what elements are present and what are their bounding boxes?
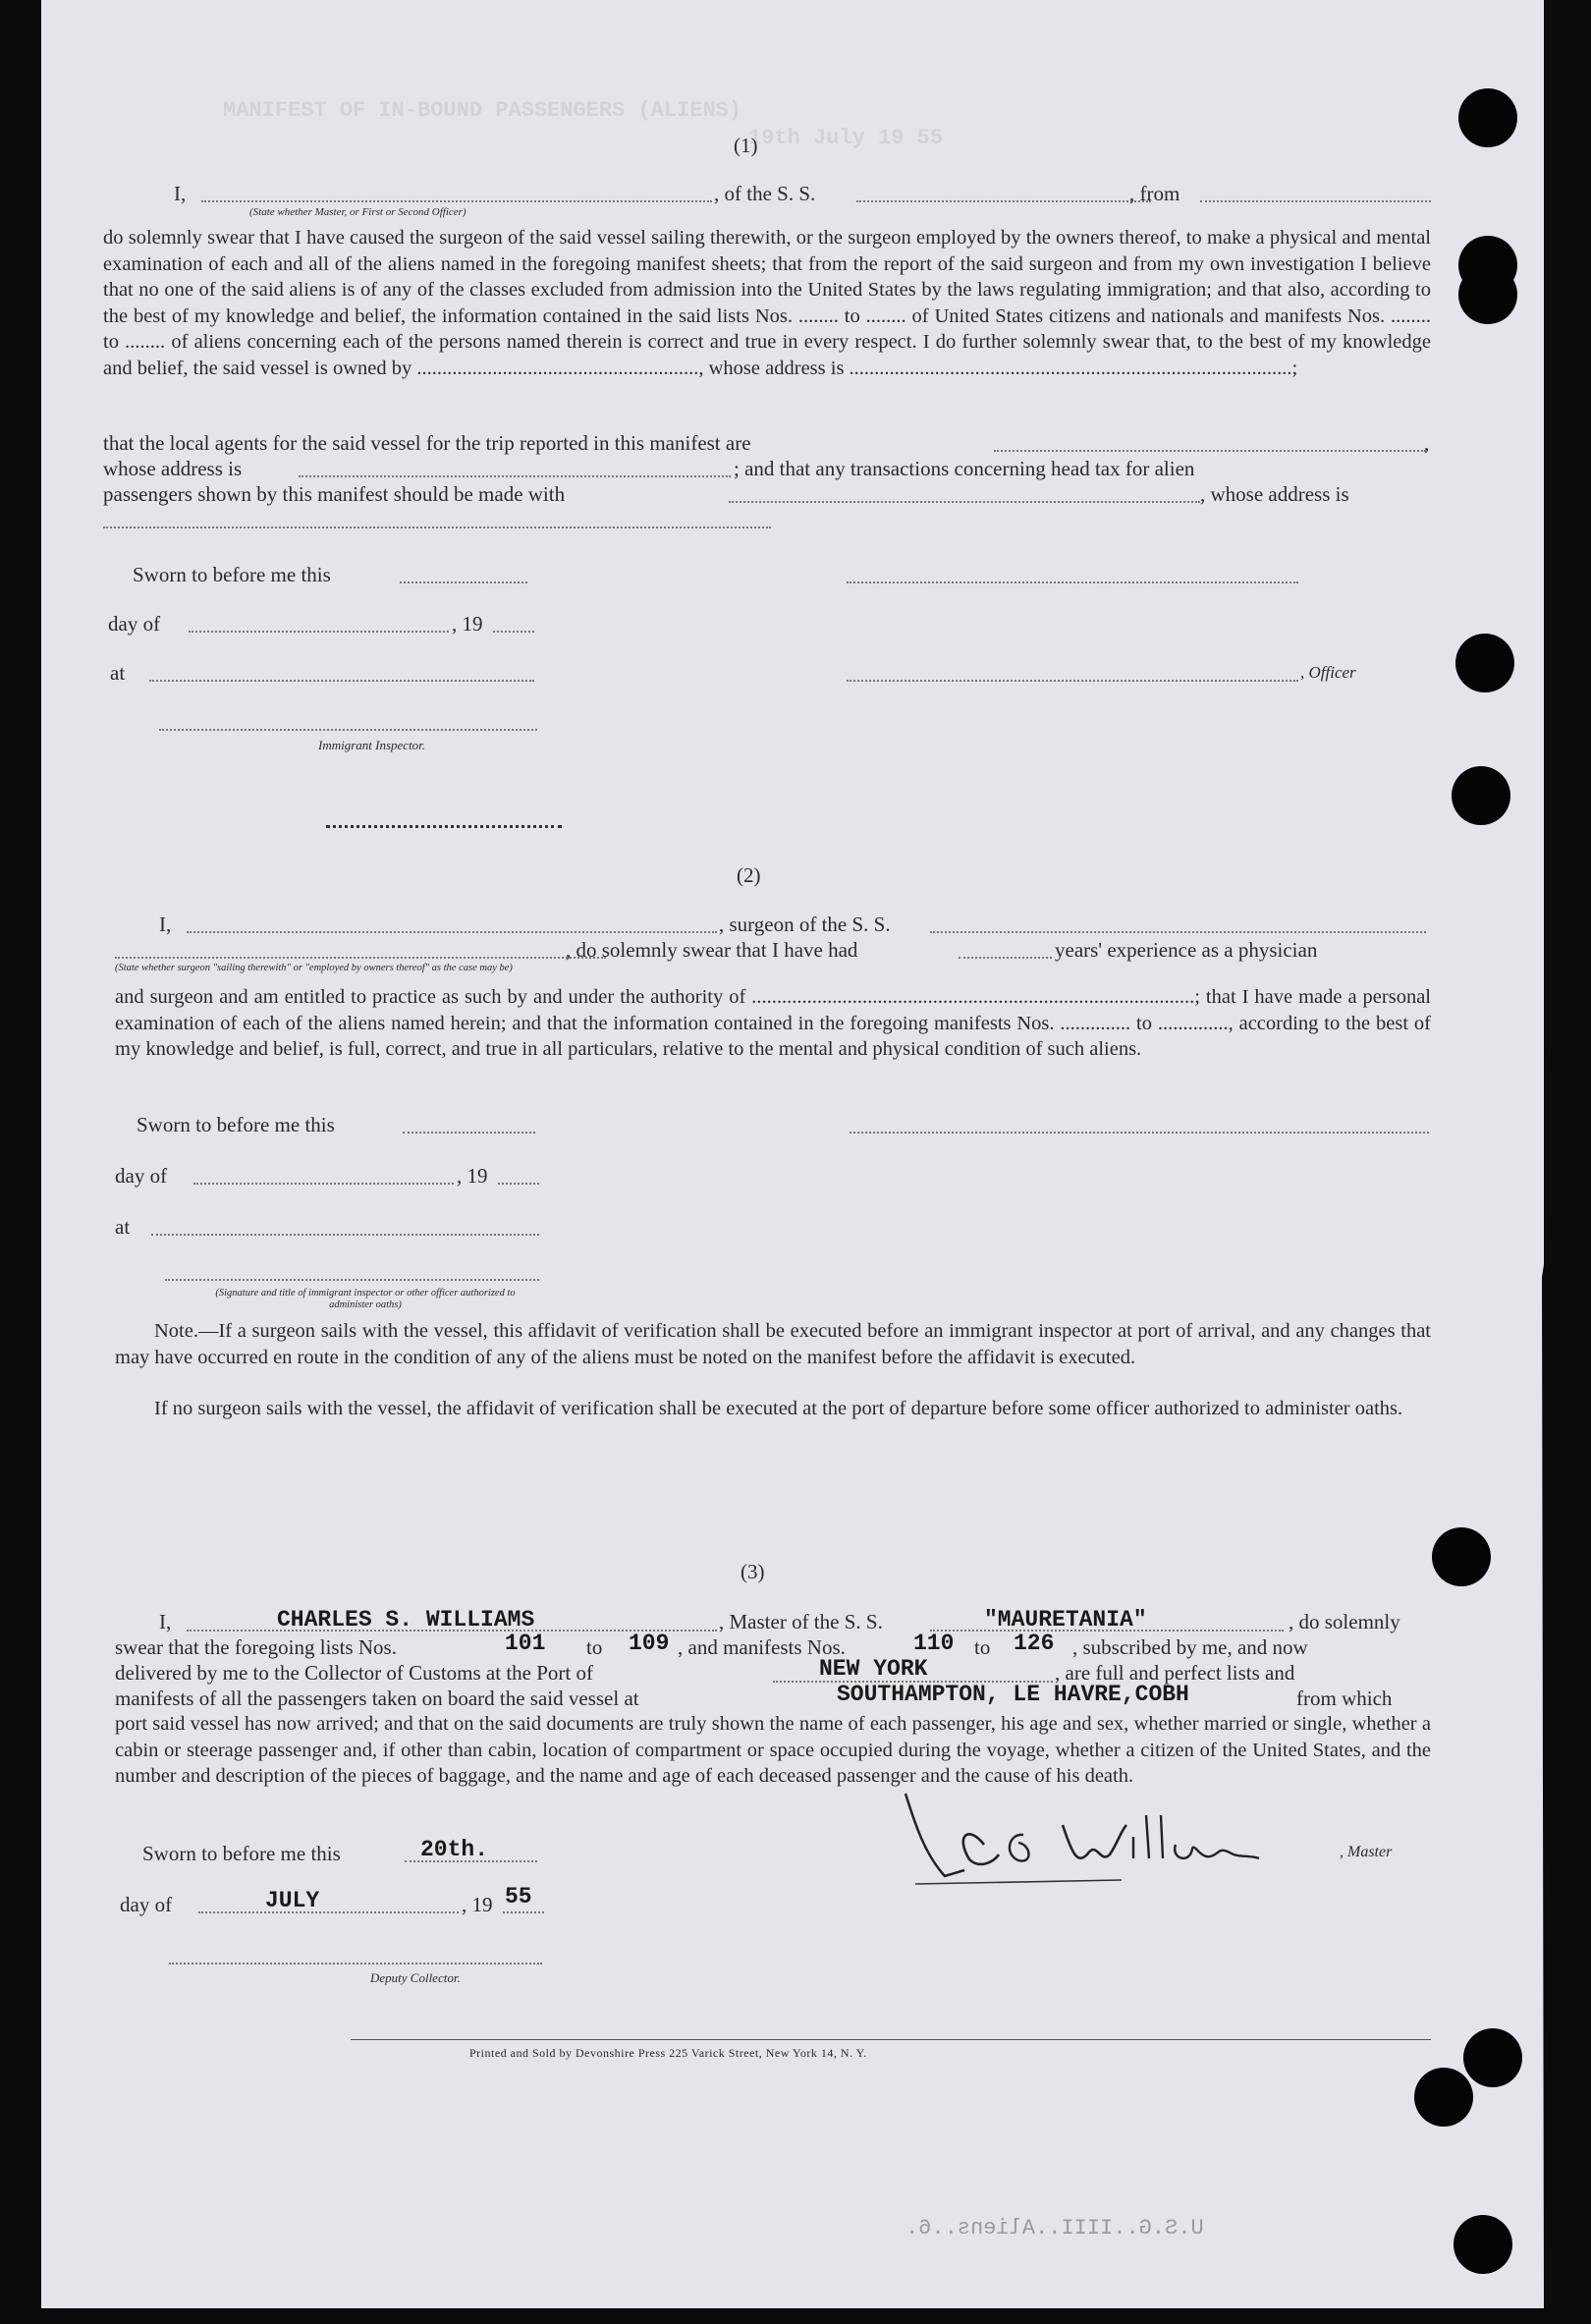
section2-number: (2) bbox=[737, 863, 761, 887]
s2-sworn-day-field bbox=[403, 1132, 535, 1134]
month-value: JULY bbox=[265, 1888, 320, 1913]
note-paragraph-1: Note.—If a surgeon sails with the vessel, this affidavit of verification shall be executed before an immigrant inspector at port of arrival, and any changes that may have occurred en route in the condition of any of the aliens must be noted on the manifest before the affidavit is executed. bbox=[115, 1320, 1431, 1368]
do-solemnly-label: , do solemnly bbox=[1289, 1610, 1400, 1633]
from-label: , from bbox=[1129, 182, 1180, 205]
ship-name-value: "MAURETANIA" bbox=[984, 1607, 1147, 1632]
s1-at-label: at bbox=[110, 661, 126, 685]
from-which-label: from which bbox=[1296, 1687, 1393, 1710]
note-paragraph-2: If no surgeon sails with the vessel, the affidavit of verification shall be executed at the port of departure before some officer authorized to administer oaths. bbox=[154, 1398, 1403, 1419]
section3-number: (3) bbox=[741, 1560, 765, 1583]
punch-hole bbox=[1414, 2068, 1473, 2127]
s1-at-field bbox=[149, 680, 534, 682]
section1-paragraph: do solemnly swear that I have caused the surgeon of the said vessel sailing therewith, or the surgeon employed by the owners thereof, to make a physical and mental examination of each and all of the aliens named in the foregoing manifest sheets; that from the report of the said surgeon and from my own investigation I believe that no one of the said aliens is of any of the classes excluded from admission into the United States by the laws regulating immigration; and that also, according to the best of my knowledge and belief, the information contained in the said lists Nos. ........ to ........ of United States citizens and nationals and manifests Nos. ........ to ........ of aliens concerning each of the persons named therein is correct and true in every respect. I do further solemnly swear that, to the best of my knowledge and belief, the said vessel is owned by ........................................................, whose address is ........................................................................................; bbox=[103, 227, 1431, 379]
head-tax-agent-field bbox=[729, 501, 1200, 503]
manifest-page bbox=[41, 0, 1544, 2308]
head-tax-text: ; and that any transactions concerning head tax for alien bbox=[734, 457, 1195, 480]
manifests-of-label: manifests of all the passengers taken on board the said vessel at bbox=[115, 1687, 639, 1710]
master-name-field bbox=[201, 200, 712, 202]
delivered-label: delivered by me to the Collector of Customs at the Port of bbox=[115, 1661, 593, 1685]
section3-paragraph: port said vessel has now arrived; and that on the said documents are truly shown the name of each passenger, his age and sex, whether married or single, whether a cabin or steerage passenger and, if other than cabin, location of compartment or space occupied during the voyage, whether a citizen of the United States, and the number and description of the pieces of baggage, and the name and age of each deceased passenger and the cause of his death. bbox=[115, 1713, 1431, 1787]
full-perfect-label: , are full and perfect lists and bbox=[1055, 1661, 1295, 1685]
of-the-ss-label: , of the S. S. bbox=[714, 182, 816, 205]
punch-hole bbox=[1463, 2028, 1522, 2087]
years-field bbox=[959, 957, 1052, 959]
punch-hole bbox=[1454, 2215, 1512, 2274]
section1-number: (1) bbox=[734, 134, 758, 157]
year-value: 55 bbox=[505, 1884, 532, 1909]
manifests-to-label: to bbox=[974, 1635, 991, 1659]
s2-inspector-sig-line bbox=[165, 1279, 539, 1281]
surgeon-ship-field bbox=[930, 931, 1426, 933]
section2-i-label: I, bbox=[159, 913, 172, 936]
section2-paragraph: and surgeon and am entitled to practice as such by and under the authority of ........................................................................................; that I have made a personal examination of each of the aliens named herein; and that the information contained in the foregoing manifests Nos. .............. to .............., according to the best of my knowledge and belief, is full, correct, and true in all particulars, relative to the mental and physical condition of such aliens. bbox=[115, 986, 1431, 1060]
punch-hole bbox=[1432, 1527, 1491, 1586]
s2-year-label: , 19 bbox=[457, 1164, 488, 1188]
master-name-value: CHARLES S. WILLIAMS bbox=[277, 1607, 535, 1632]
master-note: (State whether Master, or First or Second Officer) bbox=[249, 206, 466, 218]
punch-hole bbox=[1458, 88, 1517, 147]
head-tax-address-field bbox=[103, 526, 771, 528]
and-manifests-label: , and manifests Nos. bbox=[678, 1635, 846, 1659]
agents-address-field bbox=[299, 475, 731, 477]
lists-to-value: 109 bbox=[629, 1631, 670, 1656]
s1-day-of-label: day of bbox=[108, 612, 161, 636]
passengers-line: passengers shown by this manifest should be made with bbox=[103, 482, 566, 506]
immigrant-inspector-label: Immigrant Inspector. bbox=[318, 738, 426, 752]
s3-sworn-day-value: 20th. bbox=[420, 1837, 489, 1862]
agents-field bbox=[994, 450, 1426, 452]
s1-officer-sig-line-1 bbox=[847, 581, 1298, 583]
s2-at-label: at bbox=[115, 1215, 131, 1239]
printer-credit: Printed and Sold by Devonshire Press 225 Varick Street, New York 14, N. Y. bbox=[469, 2046, 867, 2060]
s2-sig-line bbox=[850, 1132, 1429, 1134]
s1-sworn-label: Sworn to before me this bbox=[133, 563, 331, 586]
s3-year-line bbox=[503, 1911, 544, 1913]
s2-day-of-label: day of bbox=[115, 1164, 168, 1188]
s2-sig-note: (Signature and title of immigrant inspector or other officer authorized to administer oaths) bbox=[215, 1288, 516, 1310]
s3-day-of-line bbox=[198, 1911, 459, 1913]
s1-year-field bbox=[493, 631, 534, 633]
port-value: NEW YORK bbox=[819, 1656, 928, 1682]
master-signature bbox=[876, 1786, 1367, 1894]
bleed-through-date: 19th July 19 55 bbox=[748, 126, 944, 150]
manifests-from-value: 110 bbox=[913, 1631, 955, 1656]
whose-address-end: , whose address is bbox=[1200, 482, 1349, 506]
swear-had-label: , do solemnly swear that I have had bbox=[566, 938, 858, 962]
lists-from-value: 101 bbox=[505, 1631, 546, 1656]
master-label: , Master bbox=[1340, 1844, 1393, 1860]
whose-address-label: whose address is bbox=[103, 457, 243, 480]
s3-day-of-label: day of bbox=[120, 1893, 173, 1916]
surgeon-name-field bbox=[187, 931, 717, 933]
swear-lists-label: swear that the foregoing lists Nos. bbox=[115, 1635, 397, 1659]
bleed-through-title: MANIFEST OF IN-BOUND PASSENGERS (ALIENS) bbox=[223, 98, 742, 123]
from-field bbox=[1200, 200, 1431, 202]
comma: , bbox=[1424, 431, 1430, 455]
torn-edge bbox=[1463, 0, 1591, 2324]
surgeon-of-label: , surgeon of the S. S. bbox=[719, 913, 891, 936]
s1-inspector-sig-line bbox=[159, 729, 537, 731]
s2-at-field bbox=[151, 1234, 539, 1236]
s2-sworn-label: Sworn to before me this bbox=[137, 1113, 335, 1136]
punch-hole bbox=[1458, 265, 1517, 324]
s1-sworn-day-field bbox=[400, 581, 527, 583]
section-separator bbox=[326, 825, 562, 828]
bottom-stamp-reversed: U.S.G..IIII..Aliens..6. bbox=[905, 2216, 1204, 2241]
s1-year-label: , 19 bbox=[452, 612, 483, 636]
s3-year-label: , 19 bbox=[462, 1893, 493, 1916]
officer-label: , Officer bbox=[1300, 663, 1356, 682]
deputy-collector-label: Deputy Collector. bbox=[370, 1970, 461, 1985]
punch-hole bbox=[1452, 766, 1510, 825]
agents-line: that the local agents for the said vessel for the trip reported in this manifest are bbox=[103, 431, 751, 455]
years-label: years' experience as a physician bbox=[1055, 938, 1318, 962]
punch-hole bbox=[1455, 634, 1514, 692]
surgeon-note: (State whether surgeon "sailing therewith" or "employed by owners thereof" as the case may be) bbox=[115, 963, 513, 973]
s1-officer-sig-line bbox=[847, 680, 1298, 682]
manifests-to-value: 126 bbox=[1014, 1631, 1055, 1656]
s3-sworn-label: Sworn to before me this bbox=[142, 1842, 341, 1865]
s1-day-of-field bbox=[189, 631, 449, 633]
s2-year-field bbox=[498, 1183, 539, 1185]
deputy-sig-line bbox=[169, 1963, 542, 1964]
ship-field bbox=[856, 200, 1151, 202]
master-of-label: , Master of the S. S. bbox=[719, 1610, 883, 1633]
departure-ports-value: SOUTHAMPTON, LE HAVRE,COBH bbox=[837, 1682, 1189, 1707]
subscribed-label: , subscribed by me, and now bbox=[1072, 1635, 1308, 1659]
surgeon-status-field bbox=[115, 957, 606, 959]
footer-rule bbox=[351, 2039, 1431, 2040]
section1-i-label: I, bbox=[174, 182, 187, 205]
s2-day-of-field bbox=[193, 1183, 454, 1185]
section3-i-label: I, bbox=[159, 1610, 172, 1633]
lists-to-label: to bbox=[586, 1635, 603, 1659]
